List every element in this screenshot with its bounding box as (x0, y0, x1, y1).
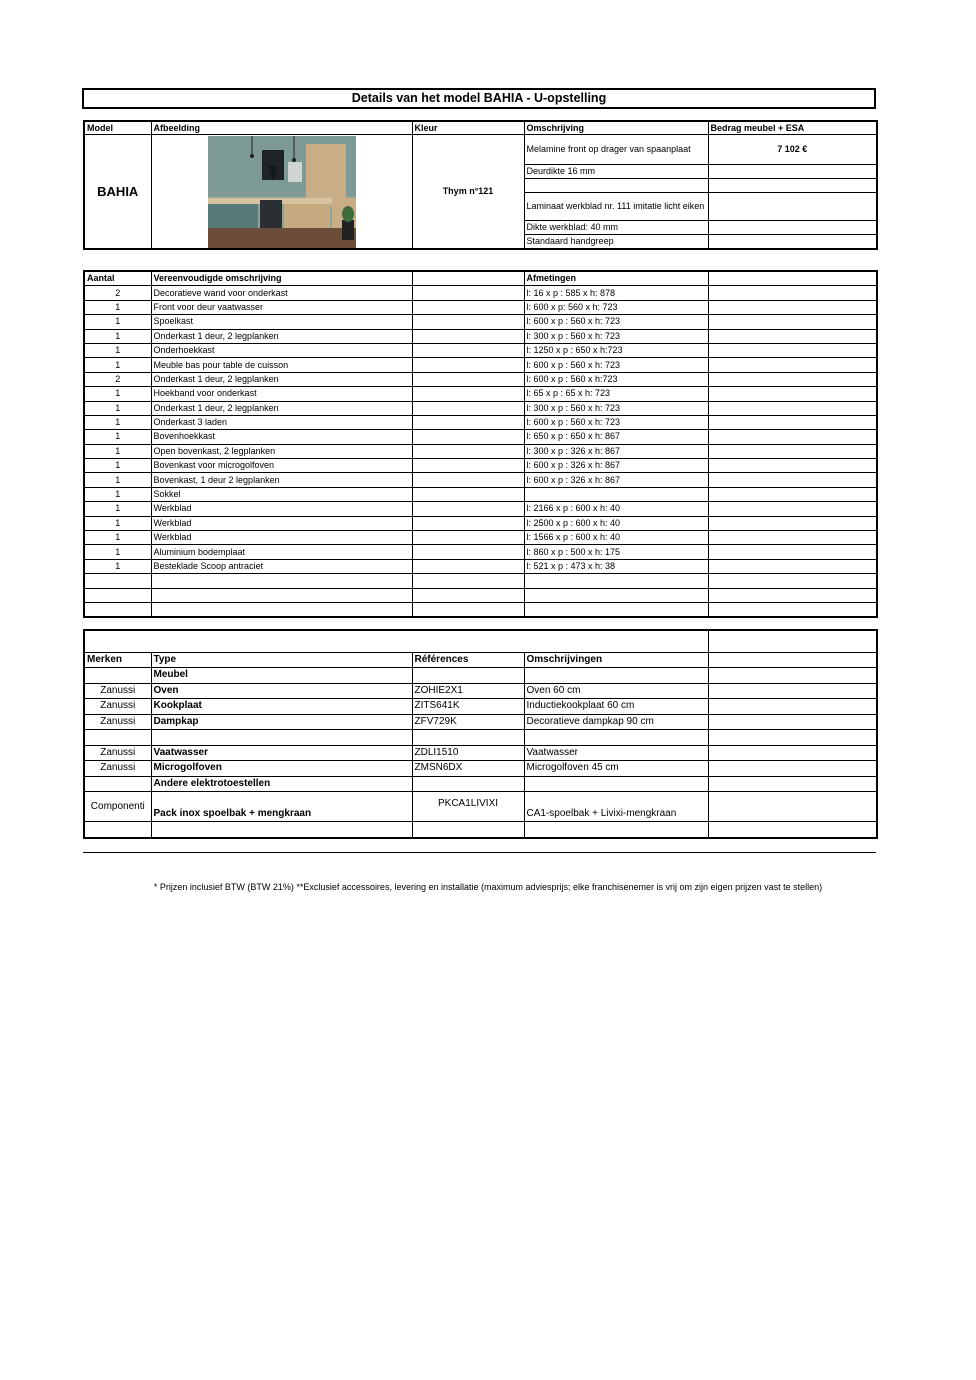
item-desc: Sokkel (151, 487, 412, 501)
item-empty (708, 387, 877, 401)
item-qty: 1 (84, 473, 151, 487)
item-dim: l: 600 x p : 560 x h: 723 (524, 358, 708, 372)
table-row (84, 473, 877, 487)
appliance-ref: ZMSN6DX (412, 761, 524, 777)
table-row (84, 487, 877, 501)
item-empty (708, 559, 877, 573)
item-empty (412, 286, 524, 300)
item-empty (412, 602, 524, 617)
table-row (84, 300, 877, 314)
item-desc: Meuble bas pour table de cuisson (151, 358, 412, 372)
item-desc (151, 602, 412, 617)
item-desc: Bovenkast, 1 deur 2 legplanken (151, 473, 412, 487)
table-row (84, 430, 877, 444)
header-references: Références (412, 652, 524, 668)
description-4: Dikte werkblad: 40 mm (524, 221, 708, 235)
item-dim (524, 588, 708, 602)
table-row (84, 286, 877, 300)
component-ref: PKCA1LIVIXI (412, 792, 524, 822)
item-empty (708, 473, 877, 487)
item-desc: Onderkast 1 deur, 2 legplanken (151, 329, 412, 343)
item-desc: Bovenkast voor microgolfoven (151, 459, 412, 473)
empty-cell (151, 822, 412, 838)
table-row (84, 516, 877, 530)
appliance-ref: ZOHIE2X1 (412, 683, 524, 699)
appliance-banner-right (708, 630, 877, 652)
table-row (84, 602, 877, 617)
item-empty (412, 372, 524, 386)
header-omschrijvingen: Omschrijvingen (524, 652, 708, 668)
item-dim: l: 1566 x p : 600 x h: 40 (524, 531, 708, 545)
table-row (84, 502, 877, 516)
table-row (84, 776, 877, 792)
header-type: Type (151, 652, 412, 668)
item-empty (412, 516, 524, 530)
item-desc: Werkblad (151, 516, 412, 530)
item-qty: 1 (84, 315, 151, 329)
table-row (84, 745, 877, 761)
item-qty: 1 (84, 430, 151, 444)
header-model: Model (84, 121, 151, 135)
header-vereenvoudigde: Vereenvoudigde omschrijving (151, 271, 412, 286)
item-empty (412, 459, 524, 473)
item-qty: 1 (84, 387, 151, 401)
item-dim (524, 487, 708, 501)
table-row (84, 315, 877, 329)
item-empty (708, 516, 877, 530)
item-dim: l: 650 x p : 650 x h: 867 (524, 430, 708, 444)
item-empty (412, 487, 524, 501)
appliance-type: Vaatwasser (151, 745, 412, 761)
description-3: Laminaat werkblad nr. 111 imitatie licht eiken (524, 193, 708, 221)
description-empty (524, 179, 708, 193)
item-qty: 1 (84, 487, 151, 501)
item-qty: 1 (84, 329, 151, 343)
price-empty-3 (708, 179, 877, 193)
kitchen-image-cell (151, 135, 412, 250)
item-empty (412, 329, 524, 343)
item-empty (708, 444, 877, 458)
item-desc: Spoelkast (151, 315, 412, 329)
header-bedrag: Bedrag meubel + ESA (708, 121, 877, 135)
item-empty (412, 473, 524, 487)
item-dim: l: 860 x p : 500 x h: 175 (524, 545, 708, 559)
item-empty (412, 401, 524, 415)
item-empty (708, 531, 877, 545)
item-qty: 1 (84, 531, 151, 545)
item-desc: Aluminium bodemplaat (151, 545, 412, 559)
item-qty: 1 (84, 415, 151, 429)
empty-cell (708, 822, 877, 838)
item-desc: Werkblad (151, 502, 412, 516)
item-dim: l: 600 x p : 560 x h: 723 (524, 315, 708, 329)
appliance-ref: ZDLI1510 (412, 745, 524, 761)
item-qty: 1 (84, 300, 151, 314)
appliance-empty (708, 699, 877, 715)
item-empty (412, 531, 524, 545)
header-afmetingen: Afmetingen (524, 271, 708, 286)
item-qty: 1 (84, 502, 151, 516)
item-empty (412, 574, 524, 588)
header-omschrijving: Omschrijving (524, 121, 708, 135)
item-qty: 1 (84, 516, 151, 530)
table-row (84, 545, 877, 559)
item-empty (708, 343, 877, 357)
item-empty (412, 444, 524, 458)
item-desc (151, 574, 412, 588)
item-desc: Besteklade Scoop antraciet (151, 559, 412, 573)
item-dim: l: 300 x p : 326 x h: 867 (524, 444, 708, 458)
appliance-type: Oven (151, 683, 412, 699)
table-row (84, 372, 877, 386)
item-desc: Onderkast 3 laden (151, 415, 412, 429)
item-desc: Decoratieve wand voor onderkast (151, 286, 412, 300)
item-dim: l: 600 x p : 560 x h:723 (524, 372, 708, 386)
appliance-banner (84, 630, 708, 652)
item-dim: l: 600 x p: 560 x h: 723 (524, 300, 708, 314)
table-row (84, 387, 877, 401)
item-desc: Open bovenkast, 2 legplanken (151, 444, 412, 458)
table-row (84, 444, 877, 458)
appliance-table (83, 629, 878, 839)
appliance-desc: Inductiekookplaat 60 cm (524, 699, 708, 715)
item-desc: Bovenhoekkast (151, 430, 412, 444)
price-empty-6 (708, 235, 877, 250)
model-name: BAHIA (84, 135, 151, 250)
item-empty (708, 430, 877, 444)
item-empty (412, 430, 524, 444)
item-empty (708, 401, 877, 415)
item-dim: l: 600 x p : 560 x h: 723 (524, 415, 708, 429)
table-row (84, 415, 877, 429)
item-empty (412, 559, 524, 573)
appliance-brand (84, 668, 151, 684)
appliance-ref: ZFV729K (412, 714, 524, 730)
price-empty-5 (708, 221, 877, 235)
header-aantal: Aantal (84, 271, 151, 286)
item-dim: l: 65 x p : 65 x h: 723 (524, 387, 708, 401)
item-empty (412, 588, 524, 602)
appliance-empty (708, 776, 877, 792)
item-empty (412, 300, 524, 314)
item-empty (708, 502, 877, 516)
item-empty (708, 588, 877, 602)
table-row (84, 531, 877, 545)
item-dim: l: 600 x p : 326 x h: 867 (524, 473, 708, 487)
item-empty (708, 315, 877, 329)
item-empty (412, 343, 524, 357)
item-desc: Hoekband voor onderkast (151, 387, 412, 401)
empty-cell (84, 822, 151, 838)
item-empty (412, 415, 524, 429)
table-row (84, 761, 877, 777)
item-empty (708, 372, 877, 386)
item-empty (412, 315, 524, 329)
appliance-brand: Zanussi (84, 699, 151, 715)
appliance-empty (708, 668, 877, 684)
item-qty: 1 (84, 358, 151, 372)
price-value: 7 102 € (708, 135, 877, 165)
item-empty (708, 300, 877, 314)
item-empty (412, 358, 524, 372)
appliance-type: Andere elektrotoestellen (151, 776, 412, 792)
item-desc: Onderkast 1 deur, 2 legplanken (151, 372, 412, 386)
component-type: Pack inox spoelbak + mengkraan (151, 792, 412, 822)
item-empty (708, 329, 877, 343)
appliance-type: Meubel (151, 668, 412, 684)
model-table (83, 120, 878, 250)
appliance-desc (524, 668, 708, 684)
appliance-type: Microgolfoven (151, 761, 412, 777)
appliance-ref (412, 730, 524, 746)
items-table (83, 270, 878, 618)
appliance-empty (708, 761, 877, 777)
appliance-brand: Zanussi (84, 714, 151, 730)
appliance-desc: Oven 60 cm (524, 683, 708, 699)
item-dim: l: 16 x p : 585 x h: 878 (524, 286, 708, 300)
appliance-brand (84, 776, 151, 792)
item-dim: l: 2500 x p : 600 x h: 40 (524, 516, 708, 530)
appliance-ref: ZITS641K (412, 699, 524, 715)
item-empty (708, 602, 877, 617)
appliance-type (151, 730, 412, 746)
item-dim: l: 2166 x p : 600 x h: 40 (524, 502, 708, 516)
component-brand: Componenti (84, 792, 151, 822)
item-empty (708, 545, 877, 559)
item-empty (708, 574, 877, 588)
item-qty: 1 (84, 401, 151, 415)
appliance-type: Kookplaat (151, 699, 412, 715)
item-qty: 1 (84, 559, 151, 573)
table-row (84, 401, 877, 415)
empty-cell (412, 822, 524, 838)
kitchen-image (208, 136, 356, 248)
appliance-brand: Zanussi (84, 761, 151, 777)
appliance-desc (524, 730, 708, 746)
table-row (84, 559, 877, 573)
header-merken: Merken (84, 652, 151, 668)
table-row (84, 730, 877, 746)
appliance-empty (708, 745, 877, 761)
price-empty-4 (708, 193, 877, 221)
item-desc: Onderkast 1 deur, 2 legplanken (151, 401, 412, 415)
footnote: * Prijzen inclusief BTW (BTW 21%) **Exclusief accessoires, levering en installatie (maximum adviesprijs; elke franchisenemer is vrij om zijn eigen prijzen vast te stellen) (153, 882, 823, 892)
divider (83, 852, 876, 853)
item-qty: 2 (84, 372, 151, 386)
page-title: Details van het model BAHIA - U-opstelling (82, 88, 876, 109)
item-dim: l: 600 x p : 326 x h: 867 (524, 459, 708, 473)
item-dim (524, 602, 708, 617)
appliance-desc: Microgolfoven 45 cm (524, 761, 708, 777)
item-empty (412, 545, 524, 559)
header-empty-5 (708, 271, 877, 286)
table-row (84, 358, 877, 372)
table-row (84, 588, 877, 602)
appliance-empty (708, 714, 877, 730)
appliance-desc: Decoratieve dampkap 90 cm (524, 714, 708, 730)
item-empty (412, 387, 524, 401)
table-row (84, 574, 877, 588)
appliance-desc (524, 776, 708, 792)
item-qty: 1 (84, 545, 151, 559)
item-qty (84, 574, 151, 588)
appliance-brand: Zanussi (84, 745, 151, 761)
item-desc: Front voor deur vaatwasser (151, 300, 412, 314)
item-empty (708, 459, 877, 473)
item-qty (84, 602, 151, 617)
table-row (84, 699, 877, 715)
table-row (84, 329, 877, 343)
price-empty-2 (708, 165, 877, 179)
appliance-ref (412, 668, 524, 684)
item-dim: l: 300 x p : 560 x h: 723 (524, 329, 708, 343)
header-afbeelding: Afbeelding (151, 121, 412, 135)
table-row (84, 459, 877, 473)
item-qty: 2 (84, 286, 151, 300)
table-row (84, 668, 877, 684)
header-empty (708, 652, 877, 668)
item-dim: l: 521 x p : 473 x h: 38 (524, 559, 708, 573)
component-desc: CA1-spoelbak + Livixi-mengkraan (524, 792, 708, 822)
item-empty (412, 502, 524, 516)
item-dim (524, 574, 708, 588)
item-empty (708, 358, 877, 372)
item-qty: 1 (84, 444, 151, 458)
item-empty (708, 286, 877, 300)
appliance-type: Dampkap (151, 714, 412, 730)
description-5: Standaard handgreep (524, 235, 708, 250)
appliance-empty (708, 730, 877, 746)
item-empty (708, 487, 877, 501)
appliance-desc: Vaatwasser (524, 745, 708, 761)
item-dim: l: 1250 x p : 650 x h:723 (524, 343, 708, 357)
item-qty (84, 588, 151, 602)
description-2: Deurdikte 16 mm (524, 165, 708, 179)
appliance-brand (84, 730, 151, 746)
item-desc: Onderhoekkast (151, 343, 412, 357)
header-kleur: Kleur (412, 121, 524, 135)
kleur-value: Thym n°121 (412, 135, 524, 250)
item-desc (151, 588, 412, 602)
component-empty (708, 792, 877, 822)
appliance-ref (412, 776, 524, 792)
item-empty (708, 415, 877, 429)
header-empty-3 (412, 271, 524, 286)
item-qty: 1 (84, 343, 151, 357)
item-desc: Werkblad (151, 531, 412, 545)
table-row (84, 683, 877, 699)
table-row (84, 343, 877, 357)
appliance-empty (708, 683, 877, 699)
item-qty: 1 (84, 459, 151, 473)
empty-cell (524, 822, 708, 838)
item-dim: l: 300 x p : 560 x h: 723 (524, 401, 708, 415)
table-row (84, 714, 877, 730)
description-1: Melamine front op drager van spaanplaat (524, 135, 708, 165)
appliance-brand: Zanussi (84, 683, 151, 699)
